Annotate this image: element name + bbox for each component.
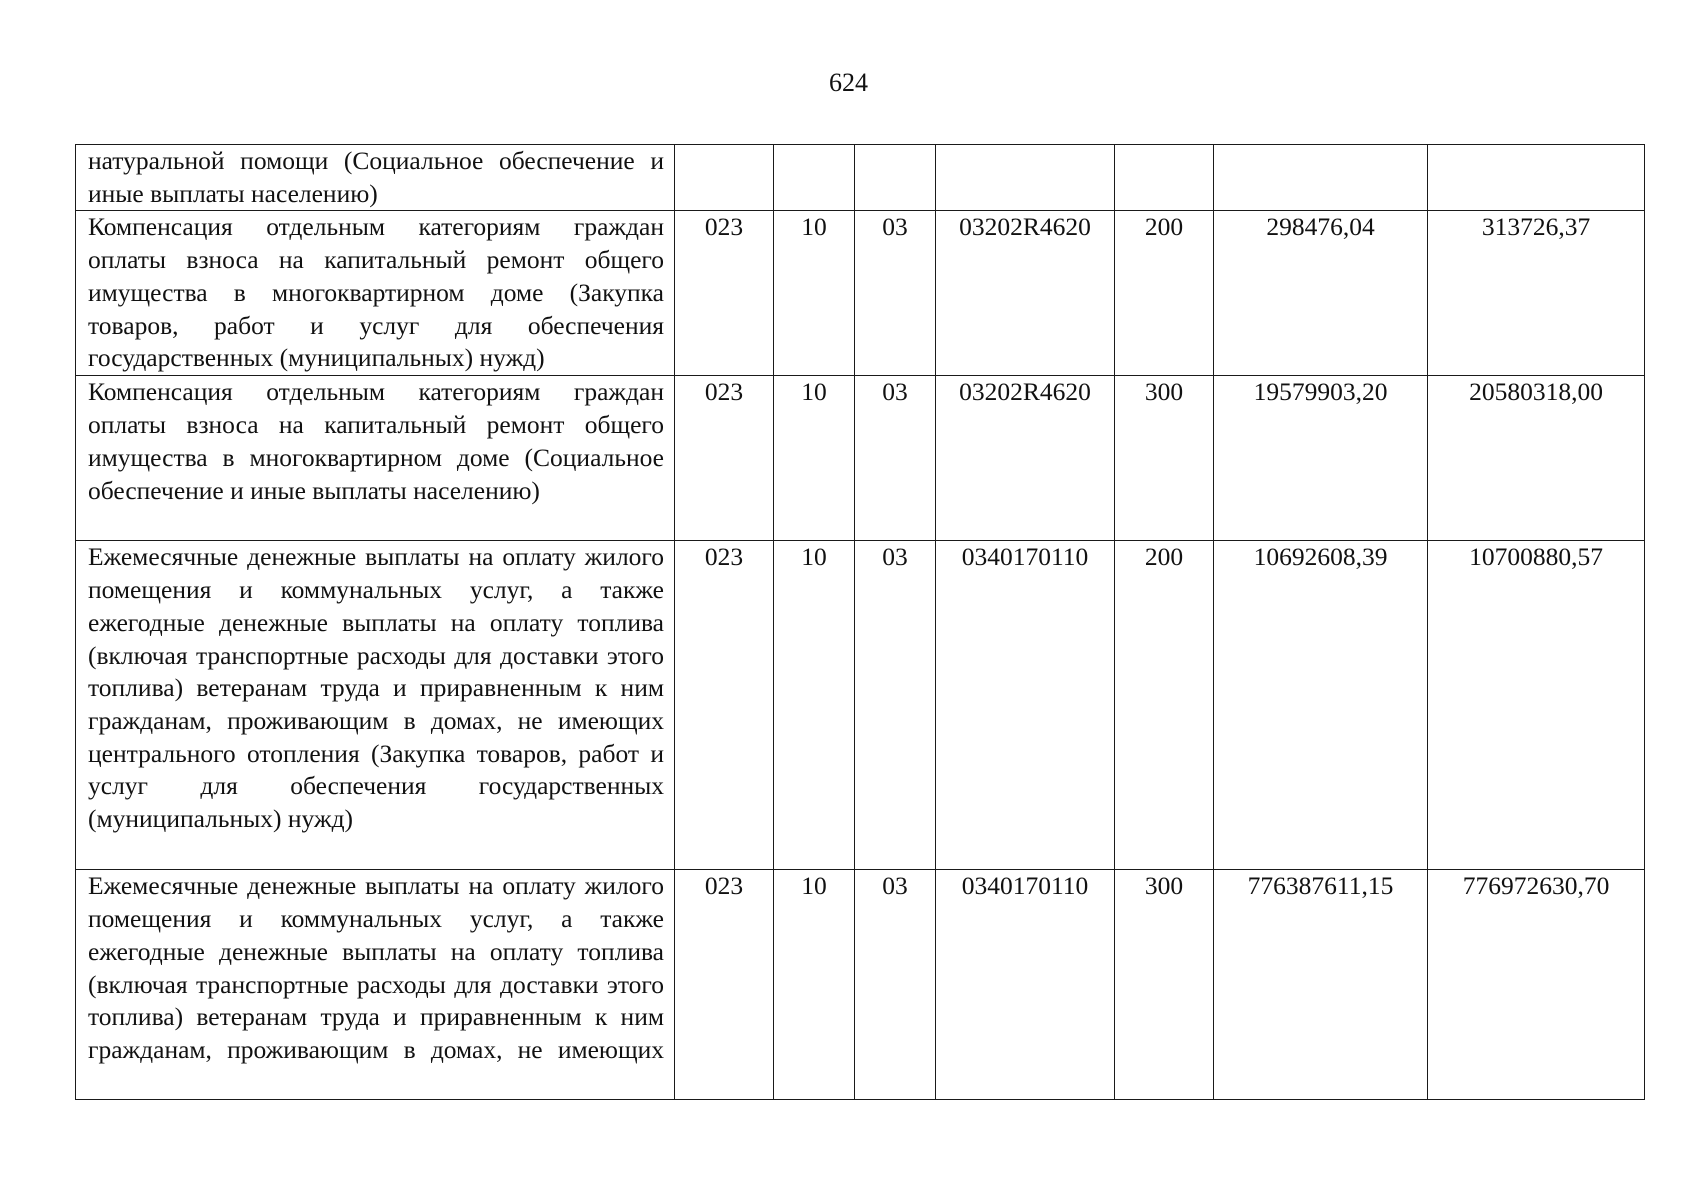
subsection-code: 03 — [855, 541, 936, 870]
target-article-code: 0340170110 — [936, 870, 1115, 1100]
table-row — [76, 376, 1645, 541]
amount-year-1: 10692608,39 — [1214, 541, 1428, 870]
subsection-code: 03 — [855, 376, 936, 541]
ministry-code: 023 — [675, 376, 774, 541]
amount-year-2: 10700880,57 — [1428, 541, 1645, 870]
expense-type-code: 200 — [1115, 541, 1214, 870]
section-code: 10 — [774, 376, 855, 541]
ministry-code — [675, 145, 774, 211]
table-row — [76, 211, 1645, 376]
row-description: Компенсация отдельным категориям граждан оплаты взноса на капитальный ремонт общего имущества в многоквартирном доме (Социальное обеспечение и иные выплаты населению) — [76, 376, 675, 541]
row-description: Компенсация отдельным категориям граждан оплаты взноса на капитальный ремонт общего имущества в многоквартирном доме (Закупка товаров, работ и услуг для обеспечения государственных (муниципальных) нужд) — [76, 211, 675, 376]
section-code: 10 — [774, 211, 855, 376]
amount-year-1: 19579903,20 — [1214, 376, 1428, 541]
target-article-code: 03202R4620 — [936, 376, 1115, 541]
amount-year-1: 298476,04 — [1214, 211, 1428, 376]
amount-year-1 — [1214, 145, 1428, 211]
row-description: натуральной помощи (Социальное обеспечение и иные выплаты населению) — [76, 145, 675, 211]
expense-type-code: 300 — [1115, 376, 1214, 541]
page-number: 624 — [829, 68, 868, 97]
section-code — [774, 145, 855, 211]
amount-year-2: 20580318,00 — [1428, 376, 1645, 541]
budget-table — [75, 144, 1645, 1100]
expense-type-code: 300 — [1115, 870, 1214, 1100]
amount-year-2: 776972630,70 — [1428, 870, 1645, 1100]
section-code: 10 — [774, 870, 855, 1100]
table-row — [76, 541, 1645, 870]
table-row — [76, 870, 1645, 1100]
ministry-code: 023 — [675, 211, 774, 376]
row-description: Ежемесячные денежные выплаты на оплату жилого помещения и коммунальных услуг, а также ежегодные денежные выплаты на оплату топлива (включая транспортные расходы для доставки этого топлива) ветеранам труда и приравненным к ним гражданам, проживающим в домах, не имеющих — [76, 870, 675, 1100]
subsection-code: 03 — [855, 870, 936, 1100]
section-code: 10 — [774, 541, 855, 870]
target-article-code: 03202R4620 — [936, 211, 1115, 376]
target-article-code: 0340170110 — [936, 541, 1115, 870]
amount-year-2: 313726,37 — [1428, 211, 1645, 376]
expense-type-code — [1115, 145, 1214, 211]
ministry-code: 023 — [675, 541, 774, 870]
target-article-code — [936, 145, 1115, 211]
subsection-code: 03 — [855, 211, 936, 376]
table-row — [76, 145, 1645, 211]
row-description: Ежемесячные денежные выплаты на оплату жилого помещения и коммунальных услуг, а также ежегодные денежные выплаты на оплату топлива (включая транспортные расходы для доставки этого топлива) ветеранам труда и приравненным к ним гражданам, проживающим в домах, не имеющих центрального отопления (Закупка товаров, работ и услуг для обеспечения государственных (муниципальных) нужд) — [76, 541, 675, 870]
amount-year-2 — [1428, 145, 1645, 211]
expense-type-code: 200 — [1115, 211, 1214, 376]
subsection-code — [855, 145, 936, 211]
ministry-code: 023 — [675, 870, 774, 1100]
amount-year-1: 776387611,15 — [1214, 870, 1428, 1100]
